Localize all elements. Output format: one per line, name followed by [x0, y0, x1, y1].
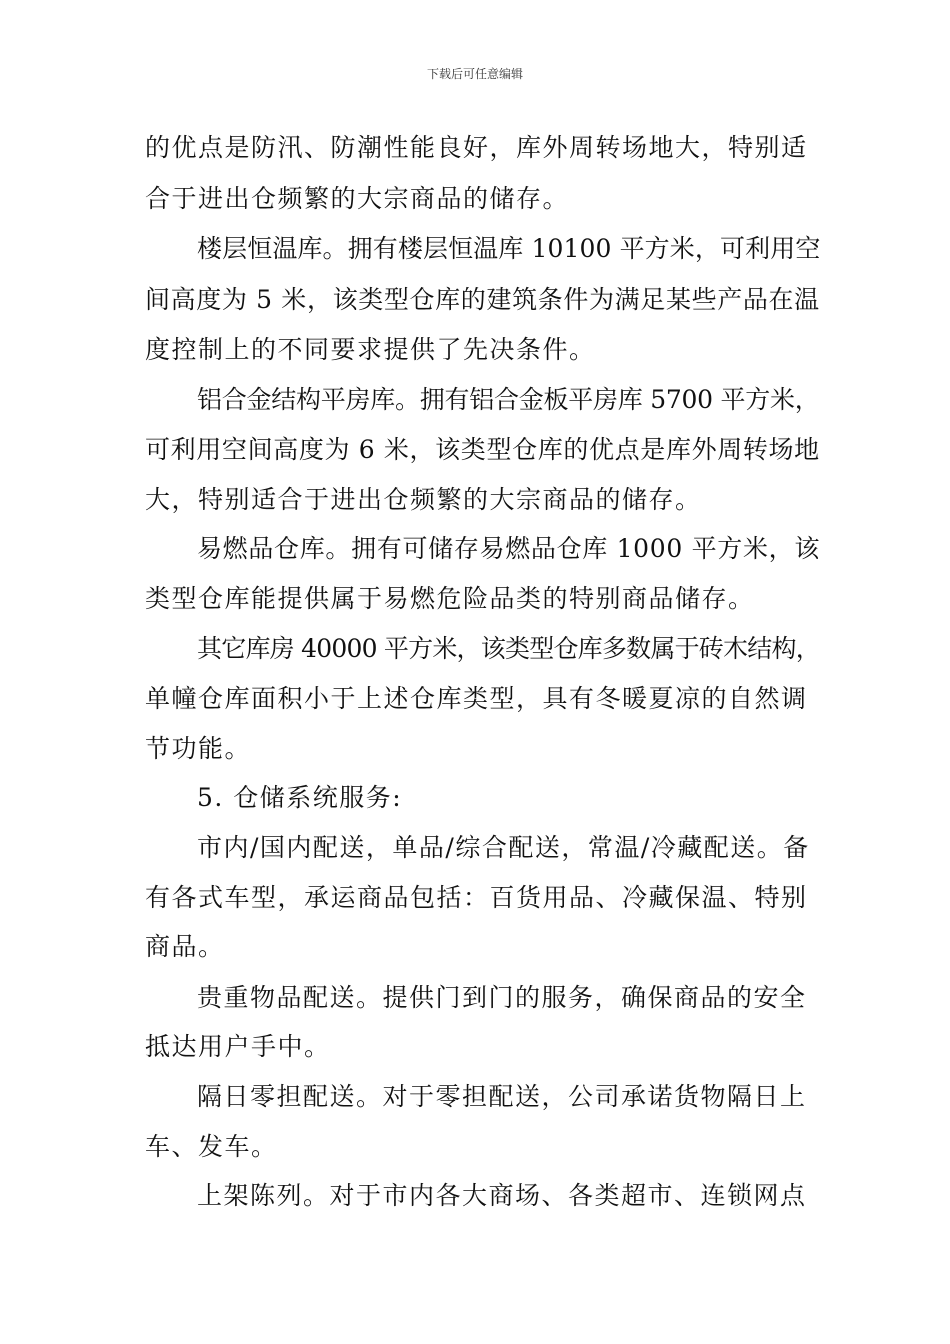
text-line: 间高度为 5 米，该类型仓库的建筑条件为满足某些产品在温	[145, 285, 820, 314]
text-line: 有各式车型，承运商品包括：百货用品、冷藏保温、特别	[145, 883, 808, 912]
text-line: 铝合金结构平房库。拥有铝合金板平房库 5700 平方米，	[197, 385, 820, 414]
text-line: 5. 仓储系统服务:	[197, 783, 403, 812]
text-line: 市内/国内配送，单品/综合配送，常温/冷藏配送。备	[197, 833, 810, 862]
text-line: 的优点是防汛、防潮性能良好，库外周转场地大，特别适	[145, 133, 808, 162]
text-line: 隔日零担配送。对于零担配送，公司承诺货物隔日上	[197, 1082, 807, 1111]
text-line: 贵重物品配送。提供门到门的服务，确保商品的安全	[197, 983, 807, 1012]
text-line: 商品。	[145, 932, 225, 961]
text-line: 大，特别适合于进出仓频繁的大宗商品的储存。	[145, 485, 702, 514]
text-line: 易燃品仓库。拥有可储存易燃品仓库 1000 平方米，该	[197, 534, 821, 563]
text-line: 楼层恒温库。拥有楼层恒温库 10100 平方米，可利用空	[197, 234, 821, 263]
text-line: 车、发车。	[145, 1132, 278, 1161]
text-line: 度控制上的不同要求提供了先决条件。	[145, 335, 596, 364]
text-line: 单幢仓库面积小于上述仓库类型，具有冬暖夏凉的自然调	[145, 684, 808, 713]
page-header: 下载后可任意编辑	[426, 67, 523, 81]
text-line: 可利用空间高度为 6 米，该类型仓库的优点是库外周转场地	[145, 435, 820, 464]
text-line: 抵达用户手中。	[145, 1032, 331, 1061]
text-line: 节功能。	[145, 734, 252, 763]
text-line: 合于进出仓频繁的大宗商品的储存。	[145, 184, 570, 213]
text-line: 其它库房 40000 平方米，该类型仓库多数属于砖木结构，	[197, 634, 820, 663]
text-line: 上架陈列。对于市内各大商场、各类超市、连锁网点	[197, 1181, 807, 1210]
text-line: 类型仓库能提供属于易燃危险品类的特别商品储存。	[145, 584, 755, 613]
